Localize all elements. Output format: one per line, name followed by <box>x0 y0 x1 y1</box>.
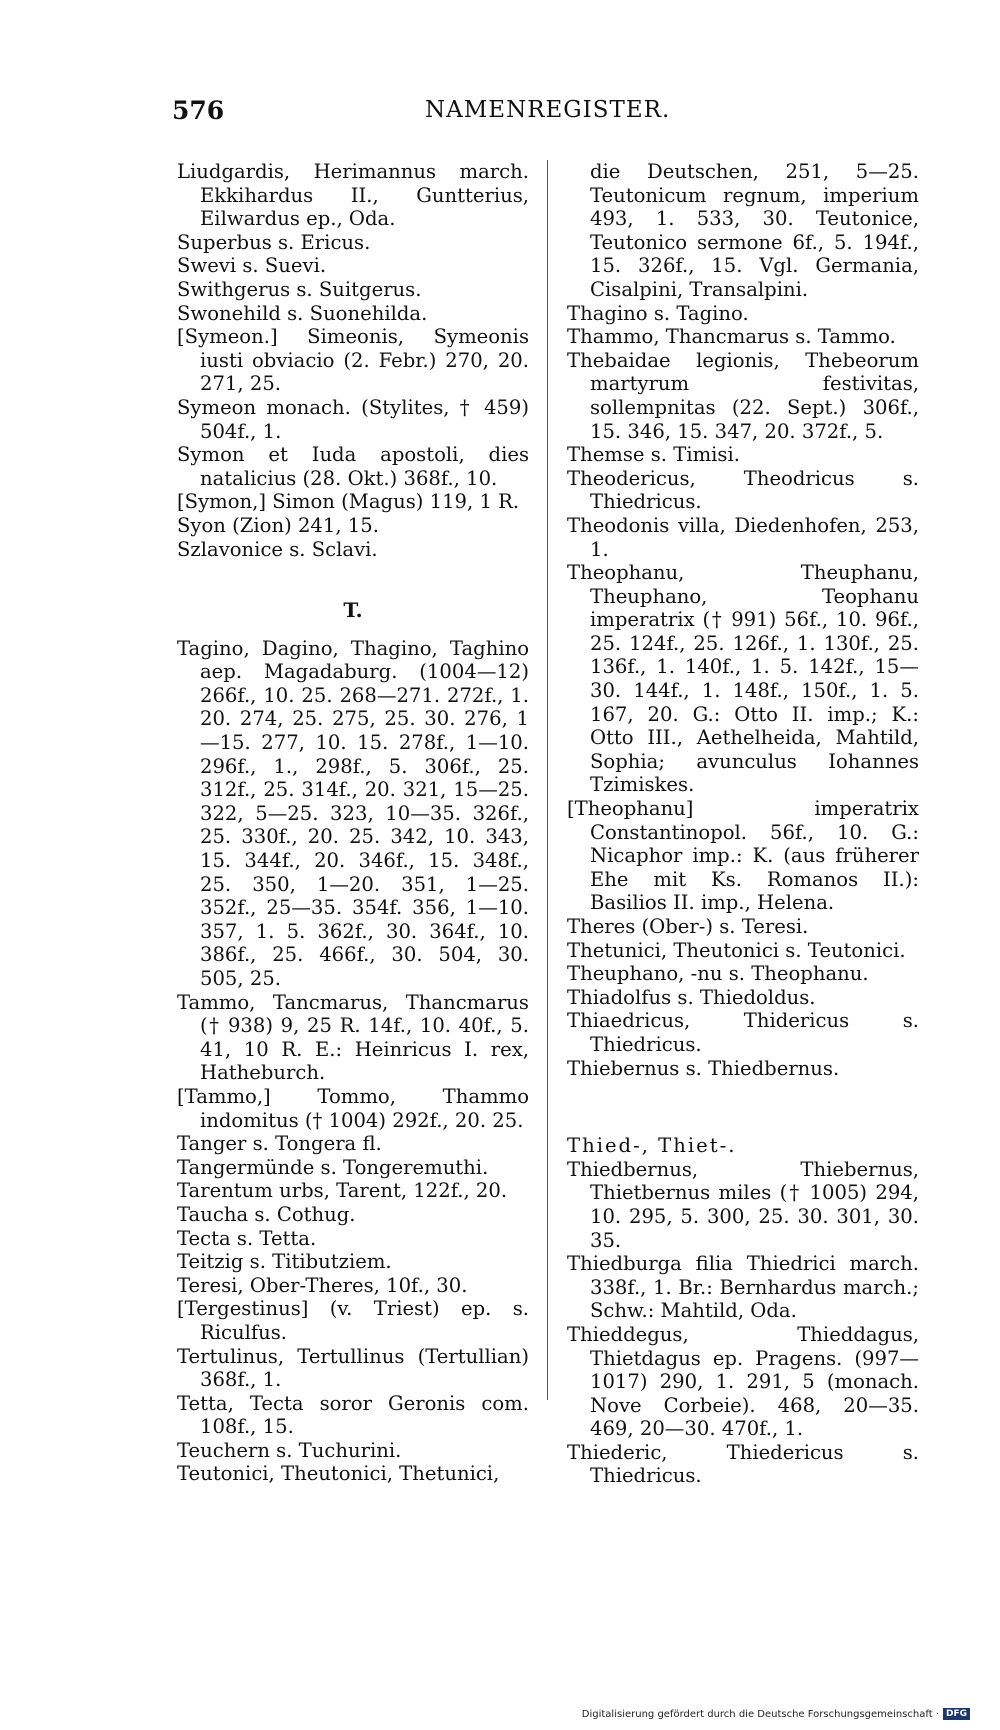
index-entry: Tammo, Tancmarus, Thancmarus († 938) 9, 25 R. 14f., 10. 40f., 5. 41, 10 R. E.: Heinricus I. rex, Hatheburch. <box>177 990 529 1085</box>
index-entry: [Tergestinus] (v. Triest) ep. s. Riculfus. <box>177 1297 529 1344</box>
index-entry: Liudgardis, Herimannus march. Ekkihardus II., Guntterius, Eilwardus ep., Oda. <box>177 160 529 231</box>
index-entry: Tertulinus, Tertullinus (Tertullian) 368f., 1. <box>177 1344 529 1392</box>
index-entry: [Symon,] Simon (Magus) 119, 1 R. <box>177 490 520 514</box>
column-divider <box>547 160 548 1400</box>
index-entry: [Symeon.] Simeonis, Symeonis iusti obviacio (2. Febr.) 270, 20. 271, 25. <box>177 325 529 396</box>
index-entry: Thebaidae legionis, Thebeorum martyrum festivitas, sollempnitas (22. Sept.) 306f., 15. 346, 15. 347, 20. 372f., 5. <box>567 348 919 443</box>
index-entry: Symon et Iuda apostoli, dies natalicius (28. Okt.) 368f., 10. <box>177 443 529 490</box>
index-entry: Thagino s. Tagino. <box>567 301 749 325</box>
index-entry: Swonehild s. Suonehilda. <box>177 301 428 325</box>
index-entry: Teitzig s. Titibutziem. <box>177 1250 392 1274</box>
index-entry: Thiederic, Thiedericus s. Thiedricus. <box>567 1440 919 1488</box>
page-title: NAMENREGISTER. <box>425 97 671 123</box>
index-entry: Tecta s. Tetta. <box>177 1226 317 1250</box>
index-entry: Theres (Ober-) s. Teresi. <box>567 915 809 938</box>
index-entry: Thammo, Thancmarus s. Tammo. <box>567 325 896 349</box>
left-column <box>177 160 529 1486</box>
index-entry: Teresi, Ober-Theres, 10f., 30. <box>177 1273 468 1297</box>
index-entry: Tanger s. Tongera fl. <box>177 1132 382 1156</box>
index-entry: Superbus s. Ericus. <box>177 230 371 254</box>
section-heading: Thied-, Thiet-. <box>567 1134 737 1158</box>
index-entry: Thiaedricus, Thidericus s. Thiedricus. <box>567 1009 919 1056</box>
footer-text: Digitalisierung gefördert durch die Deutsche Forschungsgemeinschaft · <box>581 1708 939 1720</box>
index-entry-continuation: die Deutschen, 251, 5—25. Teutonicum regnum, imperium 493, 1. 533, 30. Teutonice, Teutonico sermone 6f., 5. 194f., 15. 326f., 15. Vgl. Germania, Cisalpini, Transalpini. <box>590 160 919 301</box>
index-entry: Szlavonice s. Sclavi. <box>177 537 378 561</box>
index-entry: Taucha s. Cothug. <box>177 1202 356 1226</box>
index-entry: Theophanu, Theuphanu, Theuphano, Teophanu imperatrix († 991) 56f., 10. 96f., 25. 124f., 25. 126f., 1. 130f., 25. 136f., 1. 140f., 1. 5. 142f., 15—30. 144f., 1. 148f., 150f., 1. 5. 167, 20. G.: Otto II. imp.; K.: Otto III., Aethelheida, Mahtild, Sophia; avunculus Iohannes Tzimiskes. <box>567 561 919 797</box>
right-column <box>567 160 919 1488</box>
index-entry: Tetta, Tecta soror Geronis com. 108f., 15. <box>177 1391 529 1439</box>
index-entry: Thetunici, Theutonici s. Teutonici. <box>567 938 906 962</box>
index-entry: Themse s. Timisi. <box>567 443 740 467</box>
index-entry: Syon (Zion) 241, 15. <box>177 513 379 537</box>
index-entry: Thieddegus, Thieddagus, Thietdagus ep. Pragens. (997—1017) 290, 1. 291, 5 (monach. Nove Corbeie). 468, 20—35. 469, 20—30. 470f., 1. <box>567 1322 919 1441</box>
index-entry: Tangermünde s. Tongeremuthi. <box>177 1155 489 1179</box>
index-entry: [Tammo,] Tommo, Thammo indomitus († 1004) 292f., 20. 25. <box>177 1084 529 1132</box>
index-entry: Thiadolfus s. Thiedoldus. <box>567 985 816 1009</box>
index-entry: Theuphano, -nu s. Theophanu. <box>567 962 869 986</box>
index-entry: Symeon monach. (Stylites, † 459) 504f., 1. <box>177 395 529 443</box>
index-entry: Tagino, Dagino, Thagino, Taghino aep. Magadaburg. (1004—12) 266f., 10. 25. 268—271. 272f., 1. 20. 274, 25. 275, 25. 30. 276, 1—15. 277, 10. 15. 278f., 1—10. 296f., 1., 298f., 5. 306f., 25. 312f., 25. 314f., 20. 321, 15—25. 322, 5—25. 323, 10—35. 326f., 25. 330f., 20. 25. 342, 10. 343, 15. 344f., 20. 346f., 15. 348f., 25. 350, 1—20. 351, 1—25. 352f., 25—35. 354f. 356, 1—10. 357, 1. 5. 362f., 30. 364f., 10. 386f., 25. 466f., 30. 504, 30. 505, 25. <box>177 636 529 990</box>
index-entry: Theodericus, Theodricus s. Thiedricus. <box>567 466 919 514</box>
index-entry: Swithgerus s. Suitgerus. <box>177 277 422 301</box>
index-entry: Thiedbernus, Thiebernus, Thietbernus miles († 1005) 294, 10. 295, 5. 300, 25. 30. 301, 30. 35. <box>567 1157 919 1252</box>
section-letter: T. <box>343 598 363 623</box>
index-entry: Tarentum urbs, Tarent, 122f., 20. <box>177 1179 508 1203</box>
index-entry: Teuchern s. Tuchurini. <box>177 1438 402 1462</box>
digitization-footer <box>582 1708 970 1720</box>
index-entry: Theodonis villa, Diedenhofen, 253, 1. <box>567 513 919 561</box>
page-number: 576 <box>172 96 225 125</box>
index-entry: Thiedburga filia Thiedrici march. 338f., 1. Br.: Bernhardus march.; Schw.: Mahtild, Oda. <box>567 1252 919 1323</box>
index-entry: [Theophanu] imperatrix Constantinopol. 56f., 10. G.: Nicaphor imp.: K. (aus früherer Ehe mit Ks. Romanos II.): Basilios II. imp., Helena. <box>567 797 919 915</box>
index-entry: Swevi s. Suevi. <box>177 254 327 278</box>
index-entry: Thiebernus s. Thiedbernus. <box>567 1056 840 1080</box>
dfg-logo: DFG <box>943 1708 970 1720</box>
index-entry: Teutonici, Theutonici, Thetunici, <box>177 1462 500 1486</box>
